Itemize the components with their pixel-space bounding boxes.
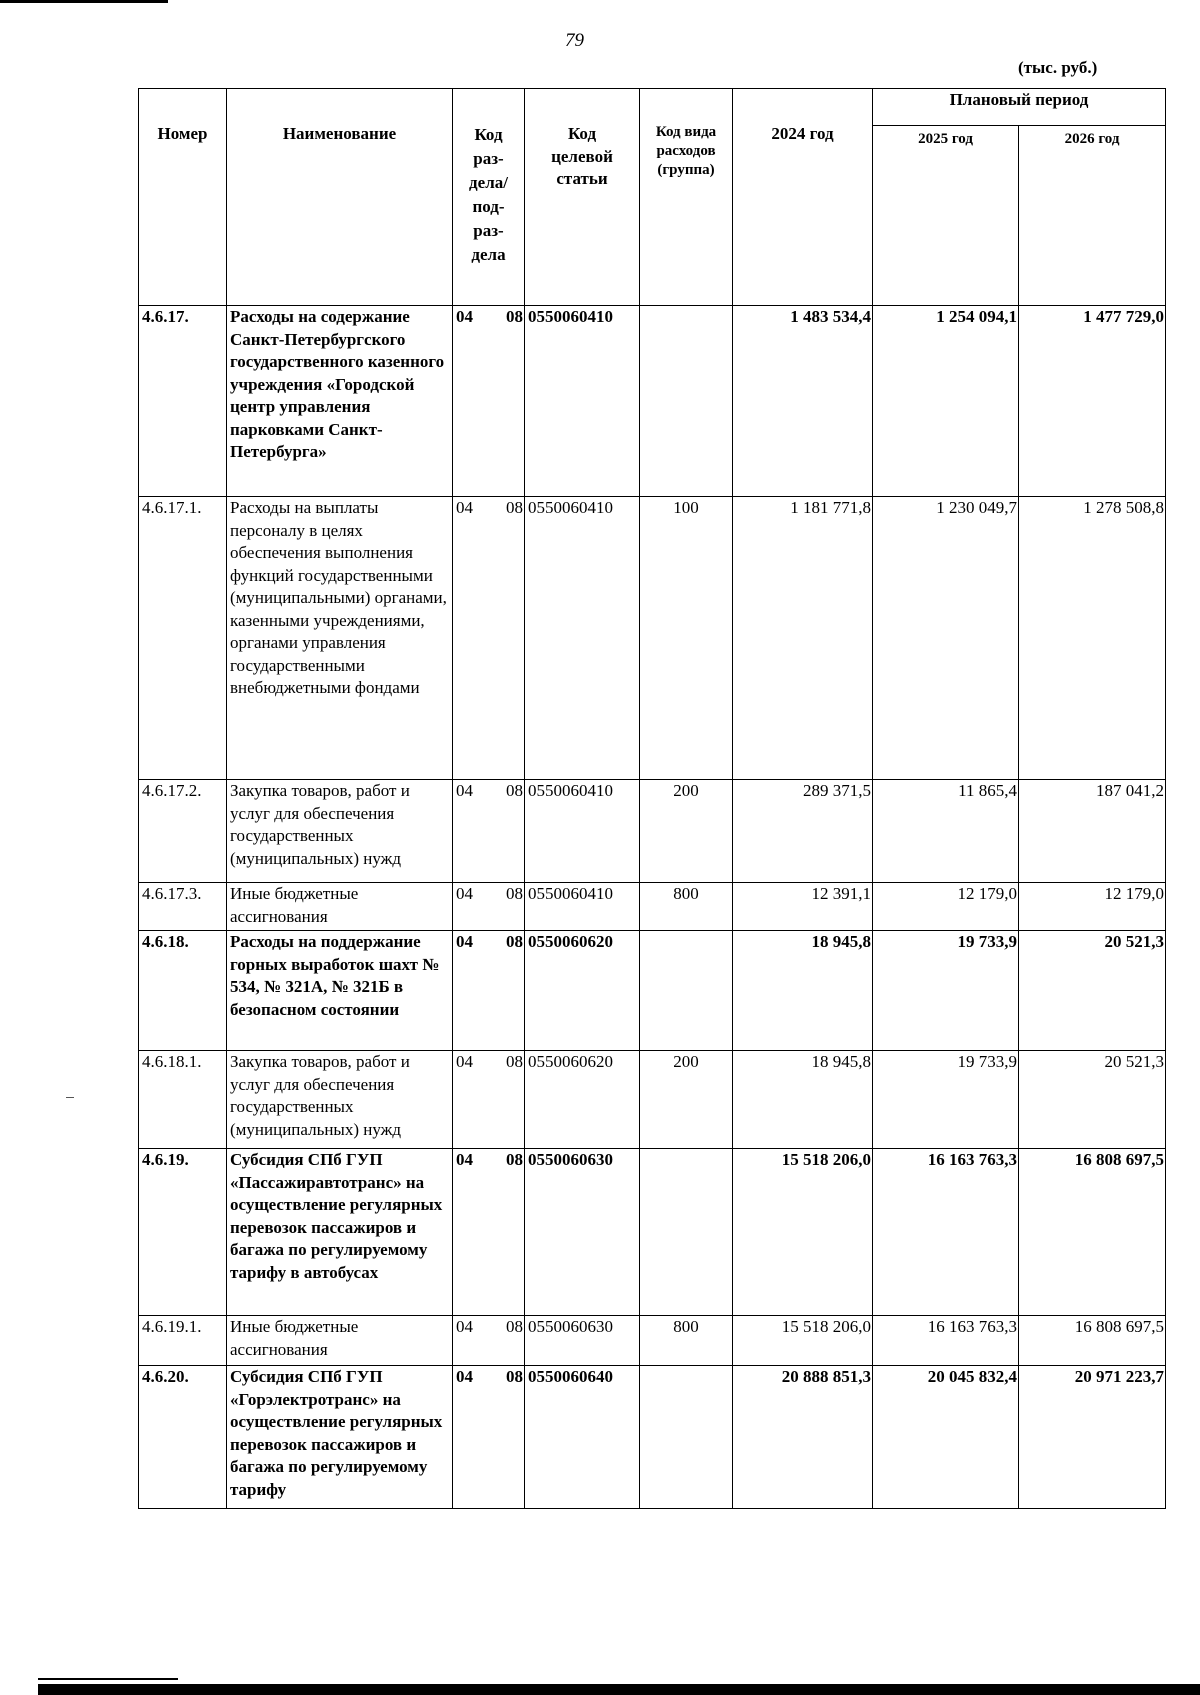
row-2025: 1 230 049,7 bbox=[873, 497, 1019, 780]
row-2025: 11 865,4 bbox=[873, 780, 1019, 883]
row-2025: 16 163 763,3 bbox=[873, 1149, 1019, 1316]
row-section-code: 04 08 bbox=[453, 780, 525, 883]
header-number: Номер bbox=[139, 89, 227, 306]
top-rule bbox=[0, 0, 168, 3]
row-number: 4.6.17.1. bbox=[139, 497, 227, 780]
row-section-code: 04 08 bbox=[453, 1366, 525, 1509]
row-name: Закупка товаров, работ и услуг для обеспечения государственных (муниципальных) нужд bbox=[227, 1051, 453, 1149]
row-number: 4.6.19. bbox=[139, 1149, 227, 1316]
table-row bbox=[139, 497, 1166, 780]
row-target-code: 0550060620 bbox=[525, 931, 640, 1051]
row-expense-type bbox=[640, 931, 733, 1051]
bottom-rule-stub bbox=[38, 1678, 178, 1680]
row-expense-type bbox=[640, 1149, 733, 1316]
row-expense-type bbox=[640, 306, 733, 497]
row-name: Расходы на содержание Санкт-Петербургского государственного казенного учреждения «Городской центр управления парковками Санкт-Петербурга» bbox=[227, 306, 453, 497]
row-2024: 12 391,1 bbox=[733, 883, 873, 931]
header-expense-type: Код вида расходов (группа) bbox=[640, 89, 733, 306]
row-2026: 1 477 729,0 bbox=[1019, 306, 1166, 497]
row-2025: 12 179,0 bbox=[873, 883, 1019, 931]
row-2024: 289 371,5 bbox=[733, 780, 873, 883]
header-planned-period: Плановый период bbox=[873, 89, 1166, 126]
row-2024: 20 888 851,3 bbox=[733, 1366, 873, 1509]
row-expense-type: 800 bbox=[640, 883, 733, 931]
table-row bbox=[139, 1149, 1166, 1316]
table-row bbox=[139, 1366, 1166, 1509]
table-row bbox=[139, 1316, 1166, 1366]
row-2024: 15 518 206,0 bbox=[733, 1149, 873, 1316]
table-row bbox=[139, 780, 1166, 883]
row-number: 4.6.19.1. bbox=[139, 1316, 227, 1366]
header-name: Наименование bbox=[227, 89, 453, 306]
row-2024: 1 483 534,4 bbox=[733, 306, 873, 497]
row-expense-type bbox=[640, 1366, 733, 1509]
row-name: Иные бюджетные ассигнования bbox=[227, 1316, 453, 1366]
header-2026: 2026 год bbox=[1019, 126, 1166, 306]
scan-mark bbox=[66, 1097, 74, 1098]
row-name: Субсидия СПб ГУП «Пассажиравтотранс» на осуществление регулярных перевозок пассажиров и багажа по регулируемому тарифу в автобусах bbox=[227, 1149, 453, 1316]
row-expense-type: 200 bbox=[640, 780, 733, 883]
table-row bbox=[139, 1051, 1166, 1149]
row-target-code: 0550060630 bbox=[525, 1316, 640, 1366]
table-row bbox=[139, 931, 1166, 1051]
row-2024: 18 945,8 bbox=[733, 931, 873, 1051]
header-target-code: Код целевой статьи bbox=[525, 89, 640, 306]
row-expense-type: 200 bbox=[640, 1051, 733, 1149]
bottom-scan-edge bbox=[38, 1684, 1200, 1695]
row-2026: 20 971 223,7 bbox=[1019, 1366, 1166, 1509]
table-row bbox=[139, 883, 1166, 931]
row-name: Иные бюджетные ассигнования bbox=[227, 883, 453, 931]
row-number: 4.6.20. bbox=[139, 1366, 227, 1509]
row-section-code: 04 08 bbox=[453, 931, 525, 1051]
row-target-code: 0550060410 bbox=[525, 497, 640, 780]
row-2025: 19 733,9 bbox=[873, 931, 1019, 1051]
header-section-code: Код раз- дела/ под- раз- дела bbox=[453, 89, 525, 306]
page-number: 79 bbox=[565, 30, 584, 51]
row-name: Расходы на поддержание горных выработок шахт № 534, № 321А, № 321Б в безопасном состоянии bbox=[227, 931, 453, 1051]
row-2026: 1 278 508,8 bbox=[1019, 497, 1166, 780]
row-name: Субсидия СПб ГУП «Горэлектротранс» на осуществление регулярных перевозок пассажиров и багажа по регулируемому тарифу bbox=[227, 1366, 453, 1509]
row-section-code: 04 08 bbox=[453, 1149, 525, 1316]
row-2026: 20 521,3 bbox=[1019, 931, 1166, 1051]
row-2026: 12 179,0 bbox=[1019, 883, 1166, 931]
row-number: 4.6.18. bbox=[139, 931, 227, 1051]
row-2025: 16 163 763,3 bbox=[873, 1316, 1019, 1366]
unit-label: (тыс. руб.) bbox=[1018, 58, 1098, 77]
row-section-code: 04 08 bbox=[453, 1051, 525, 1149]
row-section-code: 04 08 bbox=[453, 497, 525, 780]
row-target-code: 0550060410 bbox=[525, 306, 640, 497]
row-expense-type: 100 bbox=[640, 497, 733, 780]
header-row bbox=[139, 89, 1166, 126]
row-name: Расходы на выплаты персоналу в целях обеспечения выполнения функций государственными (муниципальными) органами, казенными учреждениями, органами управления государственными внебюджетными фондами bbox=[227, 497, 453, 780]
row-2024: 18 945,8 bbox=[733, 1051, 873, 1149]
row-2025: 1 254 094,1 bbox=[873, 306, 1019, 497]
row-section-code: 04 08 bbox=[453, 1316, 525, 1366]
row-section-code: 04 08 bbox=[453, 883, 525, 931]
row-2026: 187 041,2 bbox=[1019, 780, 1166, 883]
row-2026: 16 808 697,5 bbox=[1019, 1149, 1166, 1316]
row-number: 4.6.18.1. bbox=[139, 1051, 227, 1149]
row-2026: 20 521,3 bbox=[1019, 1051, 1166, 1149]
row-expense-type: 800 bbox=[640, 1316, 733, 1366]
row-target-code: 0550060630 bbox=[525, 1149, 640, 1316]
table-row bbox=[139, 306, 1166, 497]
row-name: Закупка товаров, работ и услуг для обеспечения государственных (муниципальных) нужд bbox=[227, 780, 453, 883]
row-2026: 16 808 697,5 bbox=[1019, 1316, 1166, 1366]
row-number: 4.6.17.3. bbox=[139, 883, 227, 931]
row-2024: 1 181 771,8 bbox=[733, 497, 873, 780]
row-target-code: 0550060410 bbox=[525, 780, 640, 883]
header-2024: 2024 год bbox=[733, 89, 873, 306]
row-target-code: 0550060620 bbox=[525, 1051, 640, 1149]
row-section-code: 04 08 bbox=[453, 306, 525, 497]
row-number: 4.6.17. bbox=[139, 306, 227, 497]
row-target-code: 0550060410 bbox=[525, 883, 640, 931]
header-2025: 2025 год bbox=[873, 126, 1019, 306]
row-2025: 20 045 832,4 bbox=[873, 1366, 1019, 1509]
row-2025: 19 733,9 bbox=[873, 1051, 1019, 1149]
row-number: 4.6.17.2. bbox=[139, 780, 227, 883]
budget-table bbox=[138, 88, 1166, 1509]
row-target-code: 0550060640 bbox=[525, 1366, 640, 1509]
row-2024: 15 518 206,0 bbox=[733, 1316, 873, 1366]
